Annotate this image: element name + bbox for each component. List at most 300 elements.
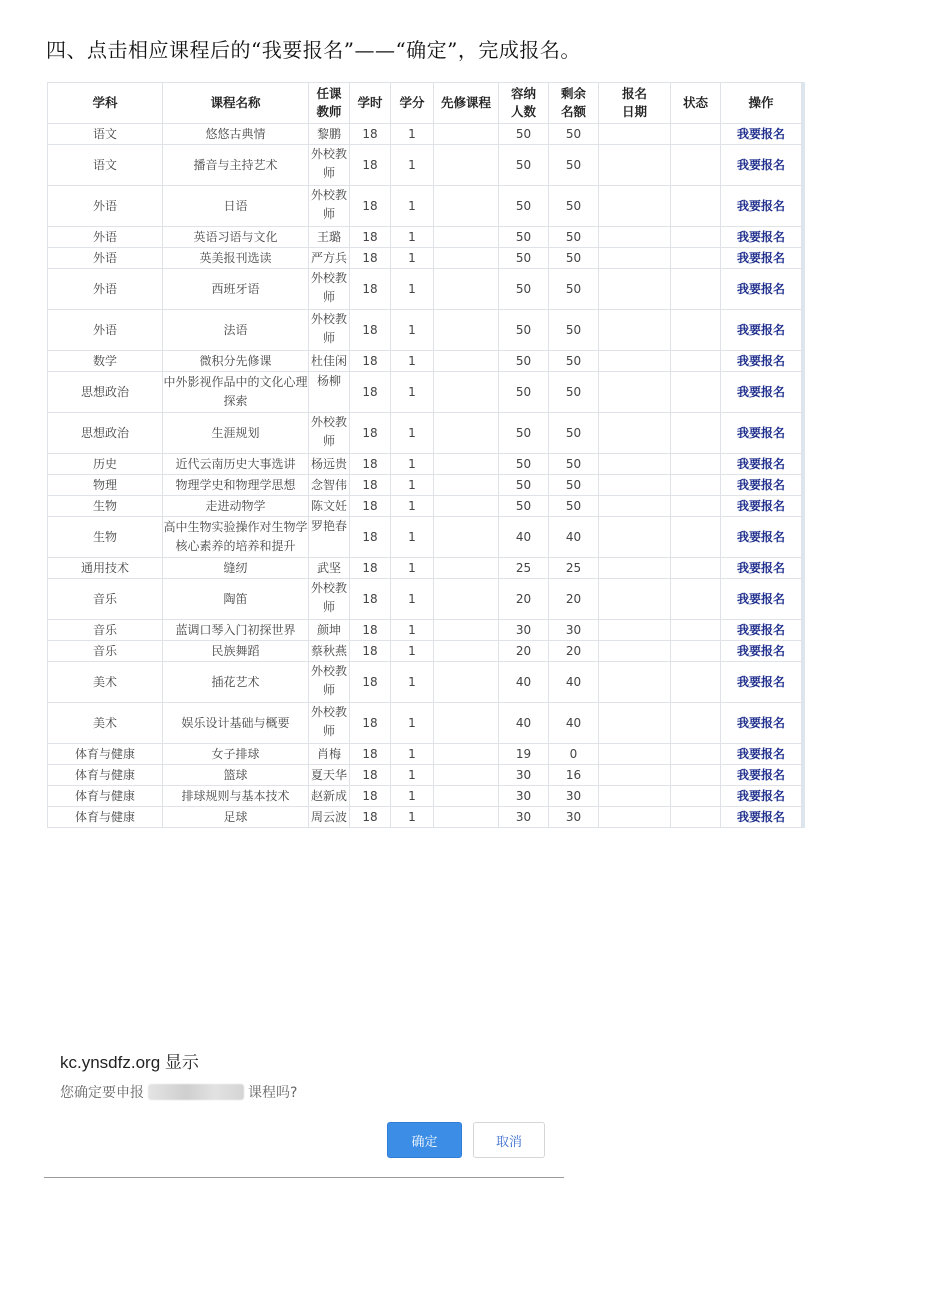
prereq-cell [434, 310, 499, 351]
header-course: 课程名称 [163, 83, 309, 124]
date-cell [599, 662, 671, 703]
prereq-cell [434, 248, 499, 269]
teacher-cell: 肖梅 [309, 744, 350, 765]
subject-cell: 历史 [48, 454, 163, 475]
remaining-cell: 40 [549, 517, 599, 558]
hours-cell: 18 [350, 807, 391, 828]
course-name-cell: 插花艺术 [163, 662, 309, 703]
status-cell [671, 269, 721, 310]
capacity-cell: 50 [499, 310, 549, 351]
table-row [48, 454, 802, 475]
table-row [48, 475, 802, 496]
remaining-cell: 50 [549, 248, 599, 269]
header-subject: 学科 [48, 83, 163, 124]
header-capacity: 容纳 人数 [499, 83, 549, 124]
teacher-cell: 严方兵 [309, 248, 350, 269]
hours-cell: 18 [350, 744, 391, 765]
status-cell [671, 662, 721, 703]
prereq-cell [434, 145, 499, 186]
course-name-cell: 高中生物实验操作对生物学核心素养的培养和提升 [163, 517, 309, 558]
credit-cell: 1 [391, 454, 434, 475]
teacher-cell: 武坚 [309, 558, 350, 579]
status-cell [671, 372, 721, 413]
header-credit: 学分 [391, 83, 434, 124]
table-row [48, 703, 802, 744]
hours-cell: 18 [350, 620, 391, 641]
prereq-cell [434, 372, 499, 413]
enroll-link[interactable]: 我要报名 [721, 641, 802, 662]
course-name-cell: 西班牙语 [163, 269, 309, 310]
header-action: 操作 [721, 83, 802, 124]
remaining-cell: 25 [549, 558, 599, 579]
credit-cell: 1 [391, 475, 434, 496]
status-cell [671, 310, 721, 351]
prereq-cell [434, 413, 499, 454]
credit-cell: 1 [391, 558, 434, 579]
course-name-cell: 娱乐设计基础与概要 [163, 703, 309, 744]
header-status: 状态 [671, 83, 721, 124]
credit-cell: 1 [391, 765, 434, 786]
prereq-cell [434, 496, 499, 517]
remaining-cell: 50 [549, 227, 599, 248]
capacity-cell: 50 [499, 496, 549, 517]
credit-cell: 1 [391, 413, 434, 454]
subject-cell: 语文 [48, 145, 163, 186]
course-name-cell: 篮球 [163, 765, 309, 786]
subject-cell: 外语 [48, 186, 163, 227]
table-row [48, 145, 802, 186]
capacity-cell: 50 [499, 351, 549, 372]
enroll-link[interactable]: 我要报名 [721, 517, 802, 558]
enroll-link[interactable]: 我要报名 [721, 620, 802, 641]
capacity-cell: 40 [499, 703, 549, 744]
date-cell [599, 124, 671, 145]
date-cell [599, 145, 671, 186]
table-row [48, 744, 802, 765]
capacity-cell: 25 [499, 558, 549, 579]
course-name-cell: 中外影视作品中的文化心理探索 [163, 372, 309, 413]
date-cell [599, 372, 671, 413]
remaining-cell: 50 [549, 124, 599, 145]
remaining-cell: 50 [549, 186, 599, 227]
capacity-cell: 30 [499, 620, 549, 641]
enroll-link[interactable]: 我要报名 [721, 227, 802, 248]
teacher-cell: 夏天华 [309, 765, 350, 786]
hours-cell: 18 [350, 786, 391, 807]
course-name-cell: 排球规则与基本技术 [163, 786, 309, 807]
date-cell [599, 579, 671, 620]
remaining-cell: 50 [549, 145, 599, 186]
course-name-cell: 民族舞蹈 [163, 641, 309, 662]
subject-cell: 通用技术 [48, 558, 163, 579]
course-name-cell: 足球 [163, 807, 309, 828]
enroll-link[interactable]: 我要报名 [721, 310, 802, 351]
teacher-cell: 杜佳闲 [309, 351, 350, 372]
prereq-cell [434, 662, 499, 703]
subject-cell: 美术 [48, 662, 163, 703]
prereq-cell [434, 454, 499, 475]
teacher-cell: 赵新成 [309, 786, 350, 807]
hours-cell: 18 [350, 662, 391, 703]
enroll-link[interactable]: 我要报名 [721, 786, 802, 807]
remaining-cell: 40 [549, 703, 599, 744]
capacity-cell: 50 [499, 186, 549, 227]
capacity-cell: 50 [499, 269, 549, 310]
hours-cell: 18 [350, 227, 391, 248]
hours-cell: 18 [350, 454, 391, 475]
remaining-cell: 50 [549, 351, 599, 372]
teacher-cell: 杨柳 [309, 372, 350, 413]
date-cell [599, 310, 671, 351]
date-cell [599, 496, 671, 517]
page-heading: 四、点击相应课程后的“我要报名”——“确定”，完成报名。 [46, 38, 581, 62]
course-name-cell: 物理学史和物理学思想 [163, 475, 309, 496]
date-cell [599, 765, 671, 786]
capacity-cell: 30 [499, 765, 549, 786]
date-cell [599, 620, 671, 641]
status-cell [671, 765, 721, 786]
table-row [48, 186, 802, 227]
status-cell [671, 703, 721, 744]
table-row [48, 786, 802, 807]
teacher-cell: 蔡秋燕 [309, 641, 350, 662]
header-prereq: 先修课程 [434, 83, 499, 124]
course-name-cell: 播音与主持艺术 [163, 145, 309, 186]
date-cell [599, 475, 671, 496]
capacity-cell: 19 [499, 744, 549, 765]
header-remaining: 剩余 名额 [549, 83, 599, 124]
status-cell [671, 744, 721, 765]
subject-cell: 体育与健康 [48, 744, 163, 765]
capacity-cell: 50 [499, 145, 549, 186]
status-cell [671, 558, 721, 579]
course-table-container [47, 82, 805, 828]
course-name-cell: 缝纫 [163, 558, 309, 579]
enroll-link[interactable]: 我要报名 [721, 475, 802, 496]
subject-cell: 生物 [48, 496, 163, 517]
remaining-cell: 20 [549, 579, 599, 620]
date-cell [599, 227, 671, 248]
course-name-cell: 微积分先修课 [163, 351, 309, 372]
enroll-link[interactable]: 我要报名 [721, 496, 802, 517]
table-row [48, 124, 802, 145]
teacher-cell: 外校教师 [309, 145, 350, 186]
enroll-link[interactable]: 我要报名 [721, 186, 802, 227]
prereq-cell [434, 269, 499, 310]
teacher-cell: 黎鹏 [309, 124, 350, 145]
credit-cell: 1 [391, 496, 434, 517]
credit-cell: 1 [391, 579, 434, 620]
status-cell [671, 413, 721, 454]
date-cell [599, 703, 671, 744]
status-cell [671, 807, 721, 828]
table-row [48, 765, 802, 786]
prereq-cell [434, 620, 499, 641]
enroll-link[interactable]: 我要报名 [721, 744, 802, 765]
remaining-cell: 50 [549, 496, 599, 517]
teacher-cell: 外校教师 [309, 310, 350, 351]
capacity-cell: 20 [499, 641, 549, 662]
capacity-cell: 50 [499, 454, 549, 475]
course-name-cell: 悠悠古典情 [163, 124, 309, 145]
dialog-site-title: kc.ynsdfz.org 显示 [60, 1053, 199, 1072]
date-cell [599, 641, 671, 662]
table-row [48, 517, 802, 558]
teacher-cell: 外校教师 [309, 579, 350, 620]
credit-cell: 1 [391, 744, 434, 765]
hours-cell: 18 [350, 517, 391, 558]
teacher-cell: 罗艳春 [309, 517, 350, 558]
course-name-cell: 生涯规划 [163, 413, 309, 454]
table-row [48, 413, 802, 454]
prereq-cell [434, 579, 499, 620]
divider [44, 1177, 564, 1178]
prereq-cell [434, 124, 499, 145]
dialog-message-suffix: 课程吗? [248, 1085, 298, 1101]
enroll-link[interactable]: 我要报名 [721, 372, 802, 413]
prereq-cell [434, 186, 499, 227]
prereq-cell [434, 807, 499, 828]
hours-cell: 18 [350, 703, 391, 744]
header-teacher: 任课 教师 [309, 83, 350, 124]
credit-cell: 1 [391, 310, 434, 351]
subject-cell: 语文 [48, 124, 163, 145]
confirm-button[interactable]: 确定 [387, 1122, 462, 1158]
enroll-link[interactable]: 我要报名 [721, 807, 802, 828]
table-row [48, 662, 802, 703]
table-row [48, 620, 802, 641]
hours-cell: 18 [350, 248, 391, 269]
course-name-cell: 日语 [163, 186, 309, 227]
hours-cell: 18 [350, 765, 391, 786]
date-cell [599, 517, 671, 558]
status-cell [671, 124, 721, 145]
teacher-cell: 陈文妊 [309, 496, 350, 517]
table-row [48, 641, 802, 662]
status-cell [671, 620, 721, 641]
table-row [48, 248, 802, 269]
course-name-cell: 法语 [163, 310, 309, 351]
subject-cell: 外语 [48, 310, 163, 351]
status-cell [671, 454, 721, 475]
header-hours: 学时 [350, 83, 391, 124]
prereq-cell [434, 703, 499, 744]
status-cell [671, 227, 721, 248]
hours-cell: 18 [350, 351, 391, 372]
hours-cell: 18 [350, 372, 391, 413]
enroll-link[interactable]: 我要报名 [721, 579, 802, 620]
credit-cell: 1 [391, 703, 434, 744]
subject-cell: 数学 [48, 351, 163, 372]
prereq-cell [434, 475, 499, 496]
course-name-cell: 陶笛 [163, 579, 309, 620]
status-cell [671, 496, 721, 517]
credit-cell: 1 [391, 227, 434, 248]
enroll-link[interactable]: 我要报名 [721, 269, 802, 310]
table-row [48, 227, 802, 248]
table-row [48, 496, 802, 517]
capacity-cell: 30 [499, 807, 549, 828]
enroll-link[interactable]: 我要报名 [721, 351, 802, 372]
table-row [48, 372, 802, 413]
enroll-link[interactable]: 我要报名 [721, 765, 802, 786]
capacity-cell: 40 [499, 517, 549, 558]
hours-cell: 18 [350, 496, 391, 517]
subject-cell: 音乐 [48, 620, 163, 641]
credit-cell: 1 [391, 786, 434, 807]
credit-cell: 1 [391, 145, 434, 186]
enroll-link[interactable]: 我要报名 [721, 413, 802, 454]
cancel-button[interactable]: 取消 [473, 1122, 545, 1158]
course-table [47, 82, 802, 828]
table-row [48, 310, 802, 351]
remaining-cell: 50 [549, 310, 599, 351]
remaining-cell: 40 [549, 662, 599, 703]
remaining-cell: 50 [549, 372, 599, 413]
status-cell [671, 248, 721, 269]
date-cell [599, 269, 671, 310]
date-cell [599, 558, 671, 579]
teacher-cell: 外校教师 [309, 662, 350, 703]
subject-cell: 外语 [48, 269, 163, 310]
enroll-link[interactable]: 我要报名 [721, 662, 802, 703]
subject-cell: 音乐 [48, 641, 163, 662]
table-row [48, 807, 802, 828]
capacity-cell: 20 [499, 579, 549, 620]
credit-cell: 1 [391, 269, 434, 310]
status-cell [671, 579, 721, 620]
subject-cell: 体育与健康 [48, 786, 163, 807]
dialog-message-prefix: 您确定要申报 [60, 1085, 144, 1101]
dialog-message [60, 1082, 297, 1102]
credit-cell: 1 [391, 641, 434, 662]
capacity-cell: 50 [499, 372, 549, 413]
date-cell [599, 807, 671, 828]
remaining-cell: 50 [549, 475, 599, 496]
enroll-link[interactable]: 我要报名 [721, 124, 802, 145]
course-name-cell: 英语习语与文化 [163, 227, 309, 248]
table-row [48, 558, 802, 579]
prereq-cell [434, 558, 499, 579]
prereq-cell [434, 765, 499, 786]
remaining-cell: 30 [549, 620, 599, 641]
prereq-cell [434, 641, 499, 662]
subject-cell: 音乐 [48, 579, 163, 620]
credit-cell: 1 [391, 124, 434, 145]
status-cell [671, 145, 721, 186]
status-cell [671, 186, 721, 227]
remaining-cell: 30 [549, 786, 599, 807]
enroll-link[interactable]: 我要报名 [721, 248, 802, 269]
course-name-cell: 走进动物学 [163, 496, 309, 517]
teacher-cell: 颜坤 [309, 620, 350, 641]
subject-cell: 美术 [48, 703, 163, 744]
prereq-cell [434, 227, 499, 248]
credit-cell: 1 [391, 372, 434, 413]
course-name-cell: 蓝调口琴入门初探世界 [163, 620, 309, 641]
status-cell [671, 475, 721, 496]
hours-cell: 18 [350, 145, 391, 186]
hours-cell: 18 [350, 124, 391, 145]
subject-cell: 物理 [48, 475, 163, 496]
date-cell [599, 351, 671, 372]
hours-cell: 18 [350, 310, 391, 351]
hours-cell: 18 [350, 558, 391, 579]
credit-cell: 1 [391, 186, 434, 227]
remaining-cell: 16 [549, 765, 599, 786]
teacher-cell: 外校教师 [309, 413, 350, 454]
hours-cell: 18 [350, 413, 391, 454]
date-cell [599, 248, 671, 269]
status-cell [671, 517, 721, 558]
capacity-cell: 50 [499, 248, 549, 269]
remaining-cell: 20 [549, 641, 599, 662]
teacher-cell: 周云波 [309, 807, 350, 828]
teacher-cell: 外校教师 [309, 703, 350, 744]
subject-cell: 外语 [48, 248, 163, 269]
capacity-cell: 30 [499, 786, 549, 807]
table-header-row [48, 83, 802, 124]
credit-cell: 1 [391, 248, 434, 269]
date-cell [599, 454, 671, 475]
credit-cell: 1 [391, 351, 434, 372]
remaining-cell: 50 [549, 454, 599, 475]
teacher-cell: 外校教师 [309, 269, 350, 310]
header-date: 报名 日期 [599, 83, 671, 124]
hours-cell: 18 [350, 269, 391, 310]
subject-cell: 外语 [48, 227, 163, 248]
prereq-cell [434, 744, 499, 765]
course-name-cell: 英美报刊选读 [163, 248, 309, 269]
hours-cell: 18 [350, 579, 391, 620]
hours-cell: 18 [350, 641, 391, 662]
remaining-cell: 50 [549, 413, 599, 454]
credit-cell: 1 [391, 807, 434, 828]
enroll-link[interactable]: 我要报名 [721, 558, 802, 579]
status-cell [671, 641, 721, 662]
prereq-cell [434, 786, 499, 807]
subject-cell: 体育与健康 [48, 765, 163, 786]
remaining-cell: 50 [549, 269, 599, 310]
remaining-cell: 0 [549, 744, 599, 765]
table-row [48, 579, 802, 620]
teacher-cell: 外校教师 [309, 186, 350, 227]
subject-cell: 思想政治 [48, 372, 163, 413]
table-row [48, 269, 802, 310]
enroll-link[interactable]: 我要报名 [721, 703, 802, 744]
subject-cell: 生物 [48, 517, 163, 558]
prereq-cell [434, 351, 499, 372]
teacher-cell: 王璐 [309, 227, 350, 248]
enroll-link[interactable]: 我要报名 [721, 454, 802, 475]
redacted-course-name [148, 1084, 244, 1100]
course-name-cell: 女子排球 [163, 744, 309, 765]
capacity-cell: 50 [499, 227, 549, 248]
table-row [48, 351, 802, 372]
teacher-cell: 杨远贵 [309, 454, 350, 475]
credit-cell: 1 [391, 517, 434, 558]
status-cell [671, 351, 721, 372]
enroll-link[interactable]: 我要报名 [721, 145, 802, 186]
capacity-cell: 50 [499, 413, 549, 454]
date-cell [599, 744, 671, 765]
date-cell [599, 186, 671, 227]
subject-cell: 体育与健康 [48, 807, 163, 828]
credit-cell: 1 [391, 620, 434, 641]
remaining-cell: 30 [549, 807, 599, 828]
hours-cell: 18 [350, 475, 391, 496]
course-name-cell: 近代云南历史大事选讲 [163, 454, 309, 475]
